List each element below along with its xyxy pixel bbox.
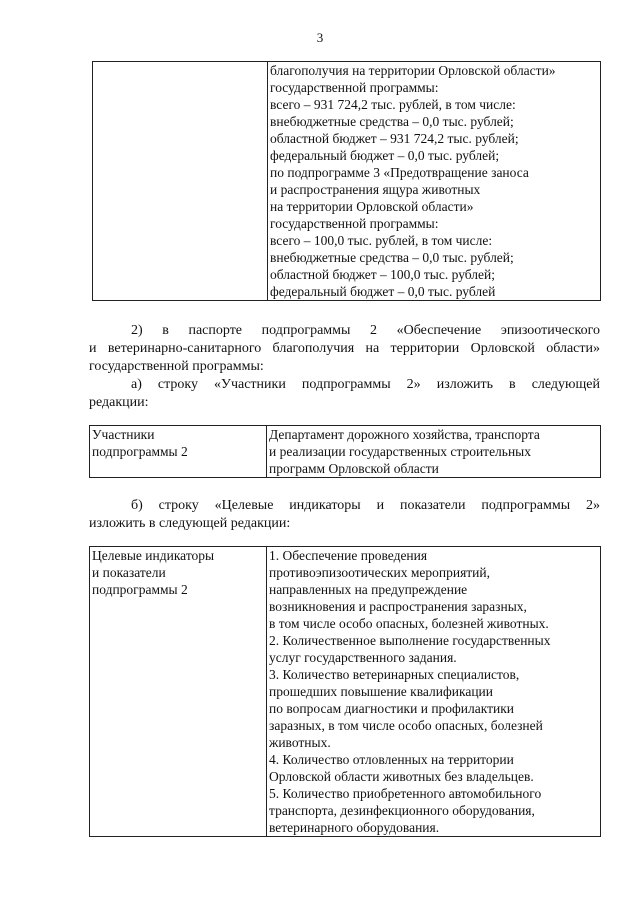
- paragraph-line: и ветеринарно-санитарного благополучия на территории Орловской области»: [89, 341, 600, 356]
- table-row: [90, 547, 601, 837]
- cell-line: заразных, в том числе особо опасных, болезней: [269, 718, 543, 733]
- paragraph-line: редакции:: [89, 395, 149, 410]
- table-row: [90, 426, 601, 478]
- financing-table: [92, 61, 601, 301]
- cell-line: федеральный бюджет – 0,0 тыс. рублей: [270, 284, 496, 299]
- cell-line: Участники: [92, 427, 155, 442]
- cell-line: животных.: [269, 735, 331, 750]
- table-cell-right: [267, 547, 601, 837]
- cell-line: Целевые индикаторы: [92, 548, 215, 563]
- cell-line: и распространения ящура животных: [270, 182, 481, 197]
- paragraph-line: государственной программы:: [89, 359, 264, 374]
- paragraph-line: 2) в паспорте подпрограммы 2 «Обеспечение эпизоотического: [131, 323, 600, 338]
- cell-line: ветеринарного оборудования.: [269, 820, 440, 835]
- table-cell-left: [93, 62, 268, 301]
- page-number: 3: [316, 30, 324, 45]
- paragraph-line: а) строку «Участники подпрограммы 2» изложить в следующей: [131, 377, 600, 392]
- table-cell-right: [267, 426, 601, 478]
- cell-line: по подпрограмме 3 «Предотвращение заноса: [270, 165, 529, 180]
- cell-line: 3. Количество ветеринарных специалистов,: [269, 667, 520, 682]
- table-cell-left: [90, 426, 267, 478]
- indicators-table: [89, 546, 601, 837]
- cell-line: 4. Количество отловленных на территории: [269, 752, 514, 767]
- cell-line: на территории Орловской области»: [270, 199, 474, 214]
- cell-line: всего – 931 724,2 тыс. рублей, в том числе:: [270, 97, 516, 112]
- cell-line: 1. Обеспечение проведения: [269, 548, 428, 563]
- cell-line: подпрограммы 2: [92, 444, 188, 459]
- cell-line: государственной программы:: [270, 216, 439, 231]
- cell-line: услуг государственного задания.: [269, 650, 457, 665]
- cell-line: областной бюджет – 100,0 тыс. рублей;: [270, 267, 495, 282]
- cell-line: Орловской области животных без владельцев.: [269, 769, 534, 784]
- paragraph-line: б) строку «Целевые индикаторы и показатели подпрограммы 2»: [131, 498, 600, 513]
- cell-line: подпрограммы 2: [92, 582, 188, 597]
- cell-line: по вопросам диагностики и профилактики: [269, 701, 515, 716]
- paragraph-passport-amendment: [89, 322, 600, 376]
- paragraph-participants-amendment: [89, 376, 600, 412]
- cell-line: всего – 100,0 тыс. рублей, в том числе:: [270, 233, 493, 248]
- table-cell-left: [90, 547, 267, 837]
- cell-line: в том числе особо опасных, болезней животных.: [269, 616, 549, 631]
- cell-line: прошедших повышение квалификации: [269, 684, 493, 699]
- cell-line: 5. Количество приобретенного автомобильного: [269, 786, 542, 801]
- cell-line: противоэпизоотических мероприятий,: [269, 565, 490, 580]
- cell-line: государственной программы:: [270, 80, 439, 95]
- participants-table: [89, 425, 601, 478]
- table-row: [93, 62, 601, 301]
- cell-line: возникновения и распространения заразных,: [269, 599, 527, 614]
- cell-line: программ Орловской области: [269, 461, 439, 476]
- cell-line: 2. Количественное выполнение государственных: [269, 633, 551, 648]
- table-cell-right: [268, 62, 601, 301]
- cell-line: и реализации государственных строительных: [269, 444, 531, 459]
- cell-line: внебюджетные средства – 0,0 тыс. рублей;: [270, 114, 514, 129]
- cell-line: внебюджетные средства – 0,0 тыс. рублей;: [270, 250, 514, 265]
- cell-line: направленных на предупреждение: [269, 582, 468, 597]
- cell-line: и показатели: [92, 565, 166, 580]
- paragraph-indicators-amendment: [89, 497, 600, 533]
- cell-line: транспорта, дезинфекционного оборудования,: [269, 803, 535, 818]
- cell-line: областной бюджет – 931 724,2 тыс. рублей;: [270, 131, 519, 146]
- paragraph-line: изложить в следующей редакции:: [89, 516, 291, 531]
- cell-line: Департамент дорожного хозяйства, транспорта: [269, 427, 540, 442]
- cell-line: благополучия на территории Орловской области»: [270, 63, 556, 78]
- cell-line: федеральный бюджет – 0,0 тыс. рублей;: [270, 148, 500, 163]
